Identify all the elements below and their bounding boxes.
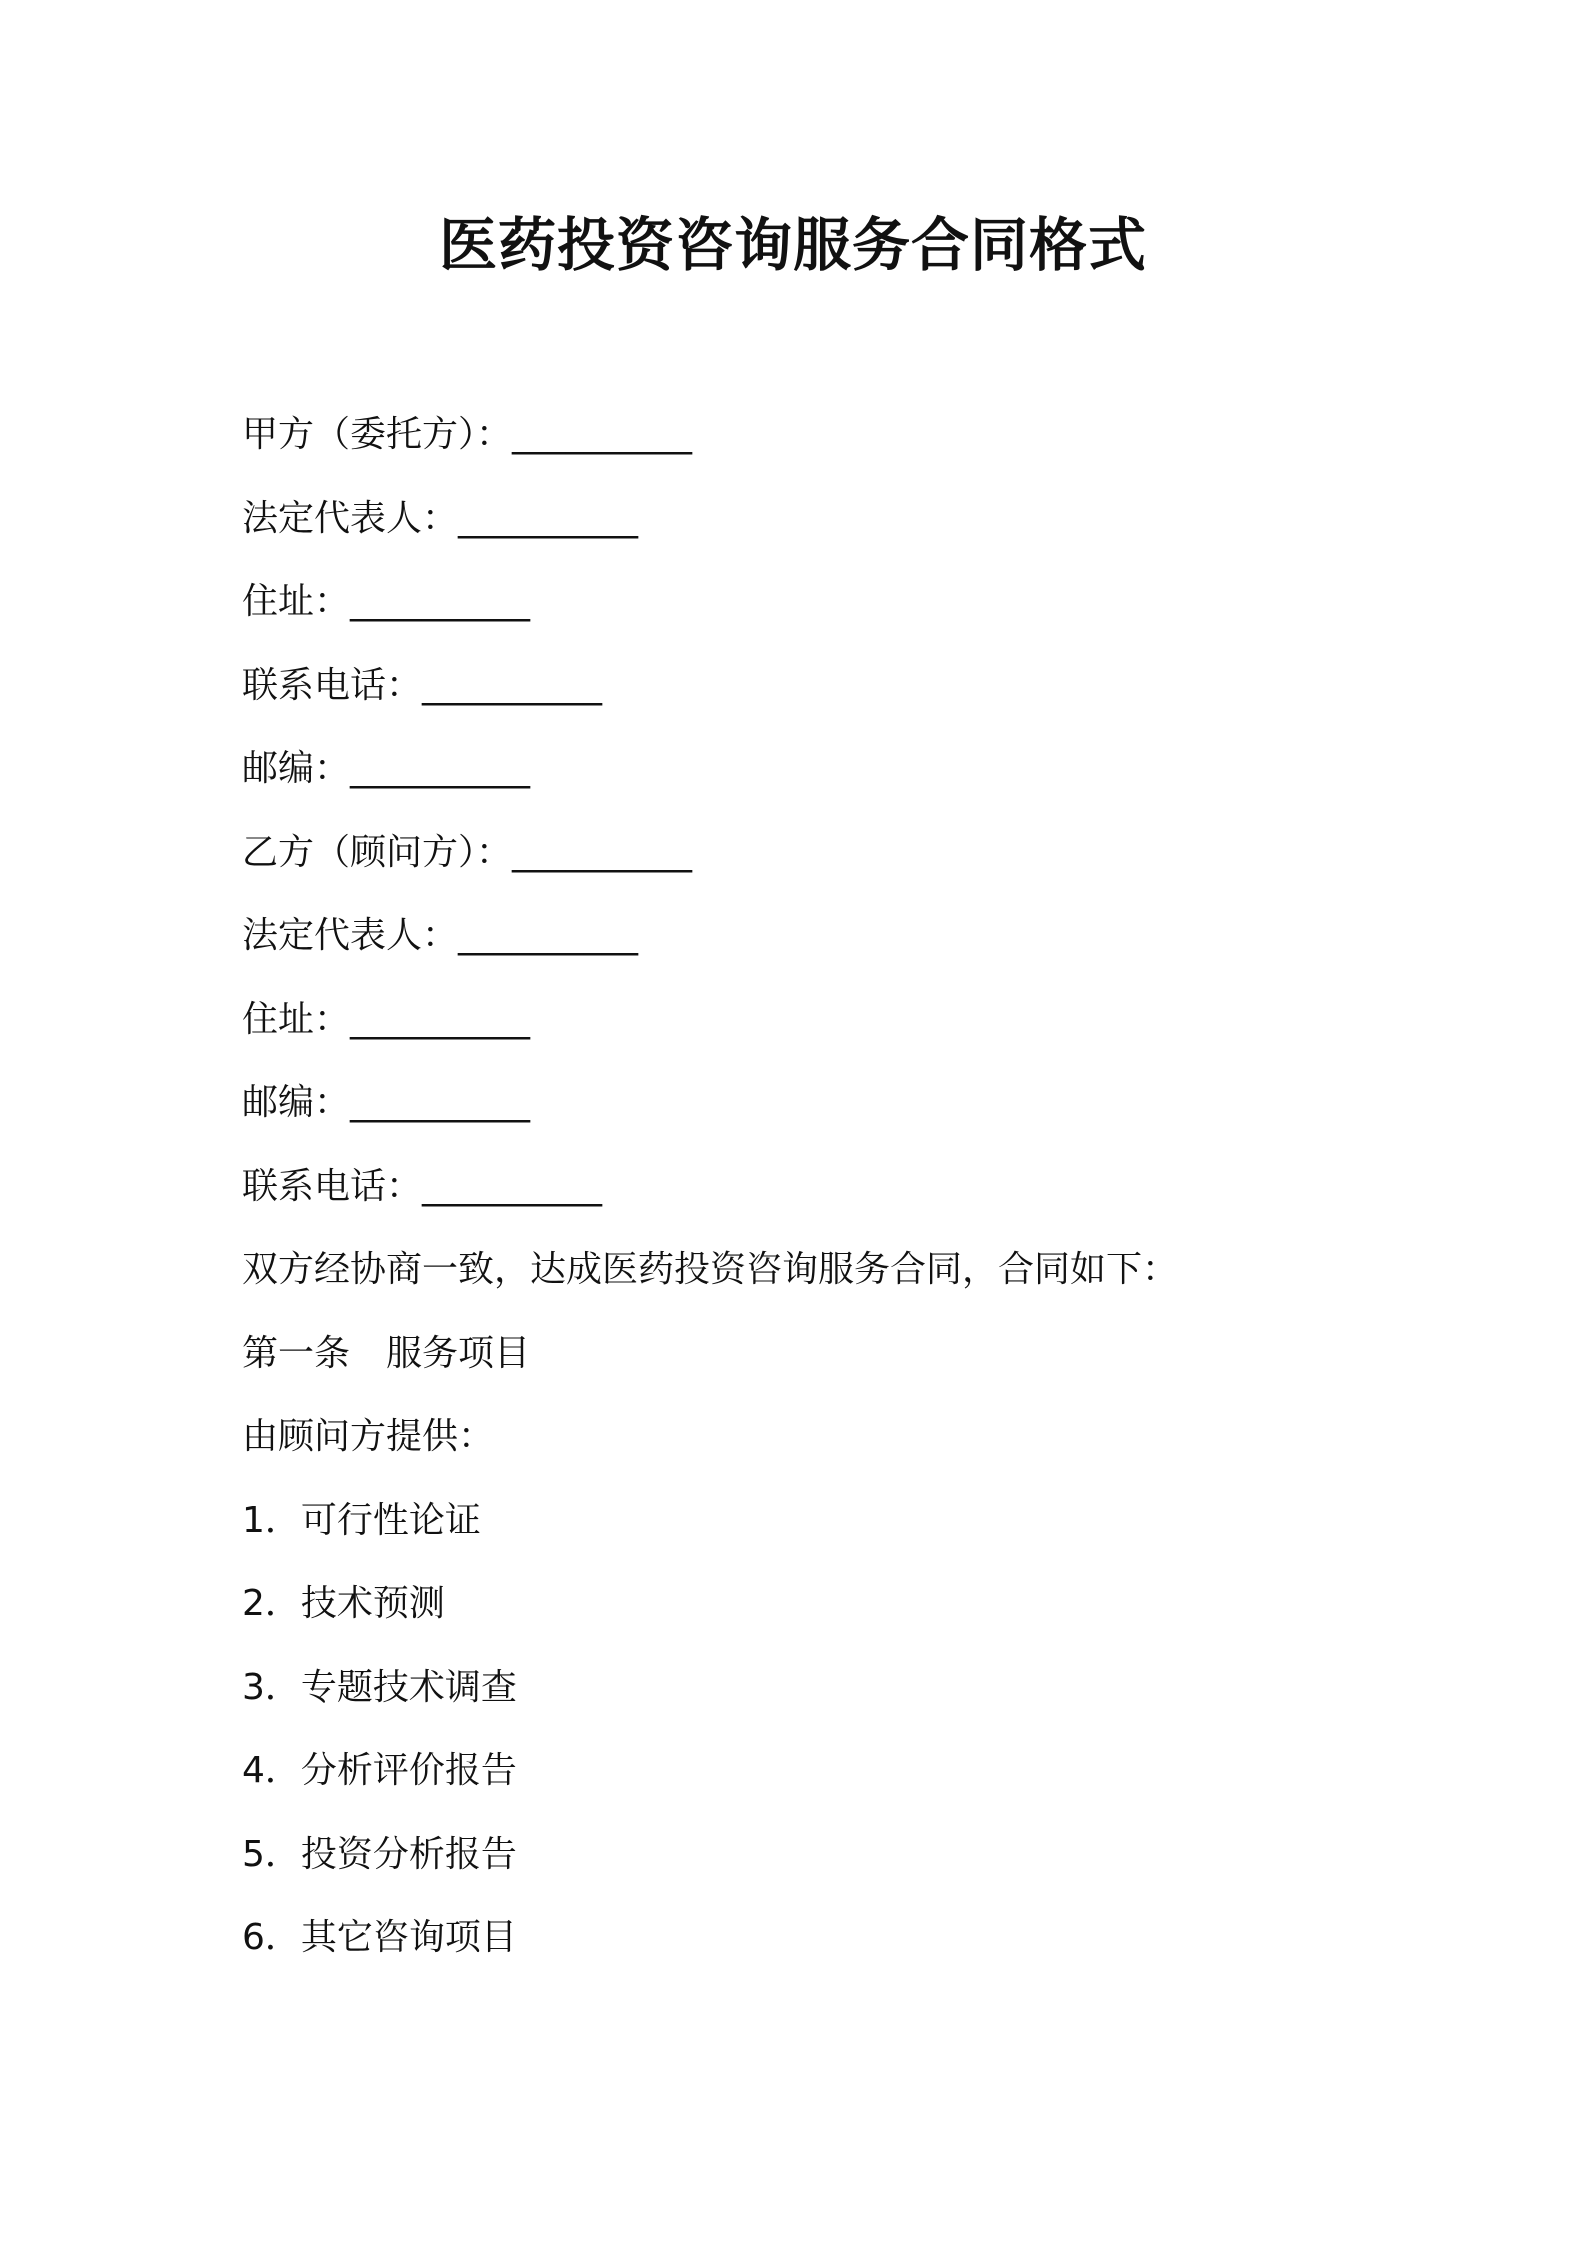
party-b-line: 乙方（顾问方）：__________ [242,831,693,873]
provided-by-line: 由顾问方提供： [242,1416,495,1457]
party-a-postcode-line: 邮编：__________ [242,748,531,789]
service-item-1: 1．可行性论证 [242,1499,481,1541]
service-item-4: 4．分析评价报告 [242,1750,517,1791]
party-b-phone-line: 联系电话：__________ [242,1165,603,1207]
party-a-address-line: 住址：__________ [242,581,531,622]
party-a-line: 甲方（委托方）：__________ [242,414,693,455]
party-b-address-line: 住址：__________ [242,998,531,1040]
party-a-phone-line: 联系电话：__________ [242,664,603,706]
party-b-legal-rep-line: 法定代表人：__________ [242,915,639,956]
agreement-intro: 双方经协商一致，达成医药投资咨询服务合同，合同如下： [242,1249,1179,1290]
service-item-6: 6．其它咨询项目 [242,1917,517,1958]
party-a-legal-rep-line: 法定代表人：__________ [242,497,639,539]
service-item-5: 5．投资分析报告 [242,1833,517,1875]
document-title: 医药投资咨询服务合同格式 [438,211,1147,279]
service-item-3: 3．专题技术调查 [242,1666,517,1708]
service-item-2: 2．技术预测 [242,1583,445,1624]
article-one-heading: 第一条 服务项目 [242,1332,531,1374]
contract-body [242,400,1392,1987]
party-b-postcode-line: 邮编：__________ [242,1082,531,1123]
